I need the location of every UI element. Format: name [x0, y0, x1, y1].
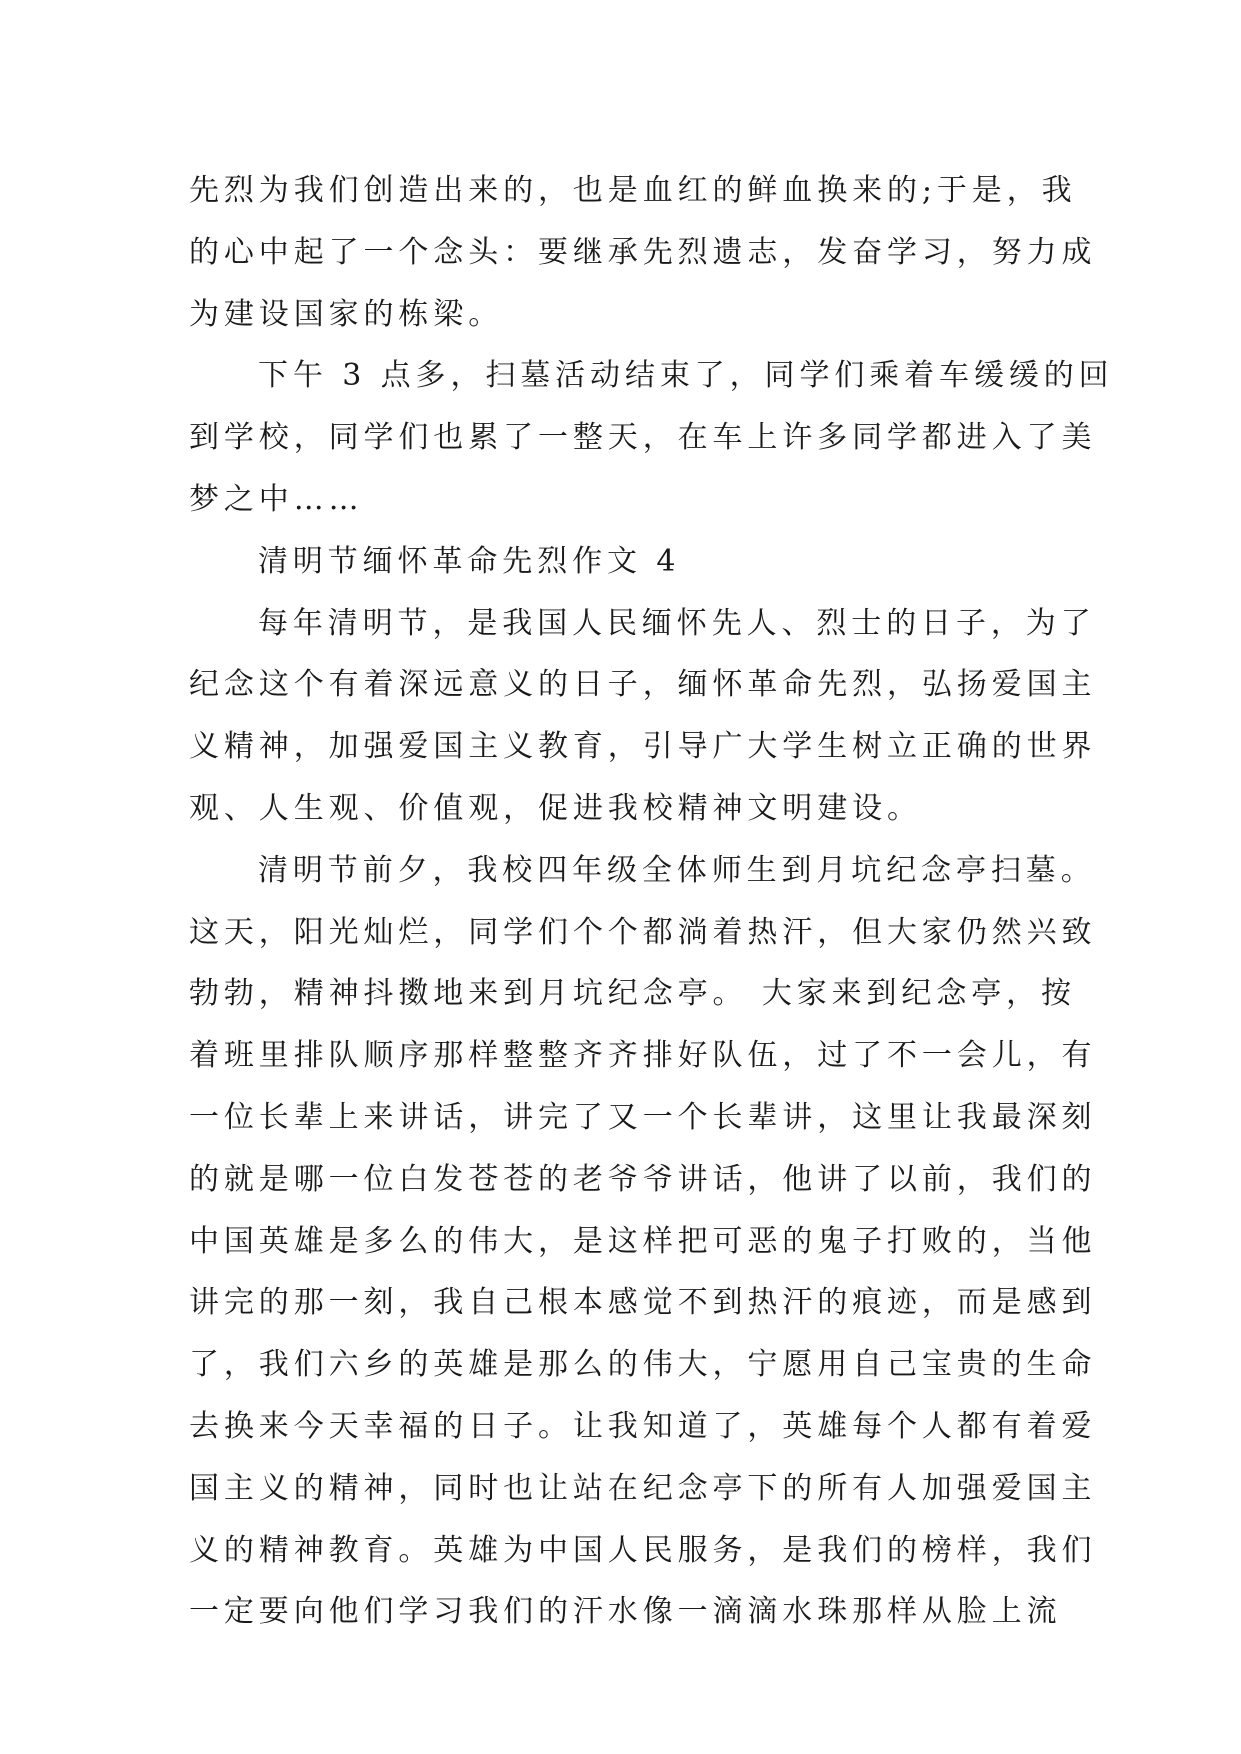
text-line: 中国英雄是多么的伟大，是这样把可恶的鬼子打败的，当他 — [189, 1223, 1097, 1259]
section-heading: 清明节缅怀革命先烈作文 4 — [258, 543, 681, 579]
paragraph-first-line: 下午 3 点多，扫墓活动结束了，同学们乘着车缓缓的回 — [258, 358, 1114, 394]
text-line: 一位长辈上来讲话，讲完了又一个长辈讲，这里让我最深刻 — [189, 1099, 1097, 1135]
text-line: 到学校，同学们也累了一整天，在车上许多同学都进入了美 — [189, 420, 1097, 456]
paragraph-first-line: 清明节前夕，我校四年级全体师生到月坑纪念亭扫墓。 — [258, 852, 1096, 888]
text-line: 义的精神教育。英雄为中国人民服务，是我们的榜样，我们 — [189, 1532, 1097, 1568]
text-line: 着班里排队顺序那样整整齐齐排好队伍，过了不一会儿，有 — [189, 1038, 1097, 1074]
text-line: 先烈为我们创造出来的，也是血红的鲜血换来的;于是，我 — [189, 173, 1077, 208]
document-body — [189, 160, 1114, 1643]
text-line: 了，我们六乡的英雄是那么的伟大，宁愿用自己宝贵的生命 — [189, 1347, 1097, 1383]
text-line: 一定要向他们学习我们的汗水像一滴滴水珠那样从脸上流 — [189, 1594, 1062, 1630]
text-line: 这天，阳光灿烂，同学们个个都淌着热汗，但大家仍然兴致 — [189, 914, 1097, 950]
text-line: 梦之中…… — [189, 481, 364, 517]
text-line: 勃勃，精神抖擞地来到月坑纪念亭。 大家来到纪念亭，按 — [189, 976, 1076, 1012]
text-line: 的心中起了一个念头：要继承先烈遗志，发奋学习，努力成 — [189, 234, 1097, 270]
text-line: 去换来今天幸福的日子。让我知道了，英雄每个人都有着爱 — [189, 1408, 1097, 1444]
paragraph-first-line: 每年清明节，是我国人民缅怀先人、烈士的日子，为了 — [258, 605, 1096, 641]
text-line: 观、人生观、价值观，促进我校精神文明建设。 — [189, 790, 922, 826]
text-line: 的就是哪一位白发苍苍的老爷爷讲话，他讲了以前，我们的 — [189, 1161, 1097, 1197]
text-line: 为建设国家的栋梁。 — [189, 296, 504, 332]
text-line: 纪念这个有着深远意义的日子，缅怀革命先烈，弘扬爱国主 — [189, 667, 1097, 703]
text-line: 义精神，加强爱国主义教育，引导广大学生树立正确的世界 — [189, 729, 1097, 765]
text-line: 国主义的精神，同时也让站在纪念亭下的所有人加强爱国主 — [189, 1470, 1097, 1506]
text-line: 讲完的那一刻，我自己根本感觉不到热汗的痕迹，而是感到 — [189, 1285, 1097, 1321]
